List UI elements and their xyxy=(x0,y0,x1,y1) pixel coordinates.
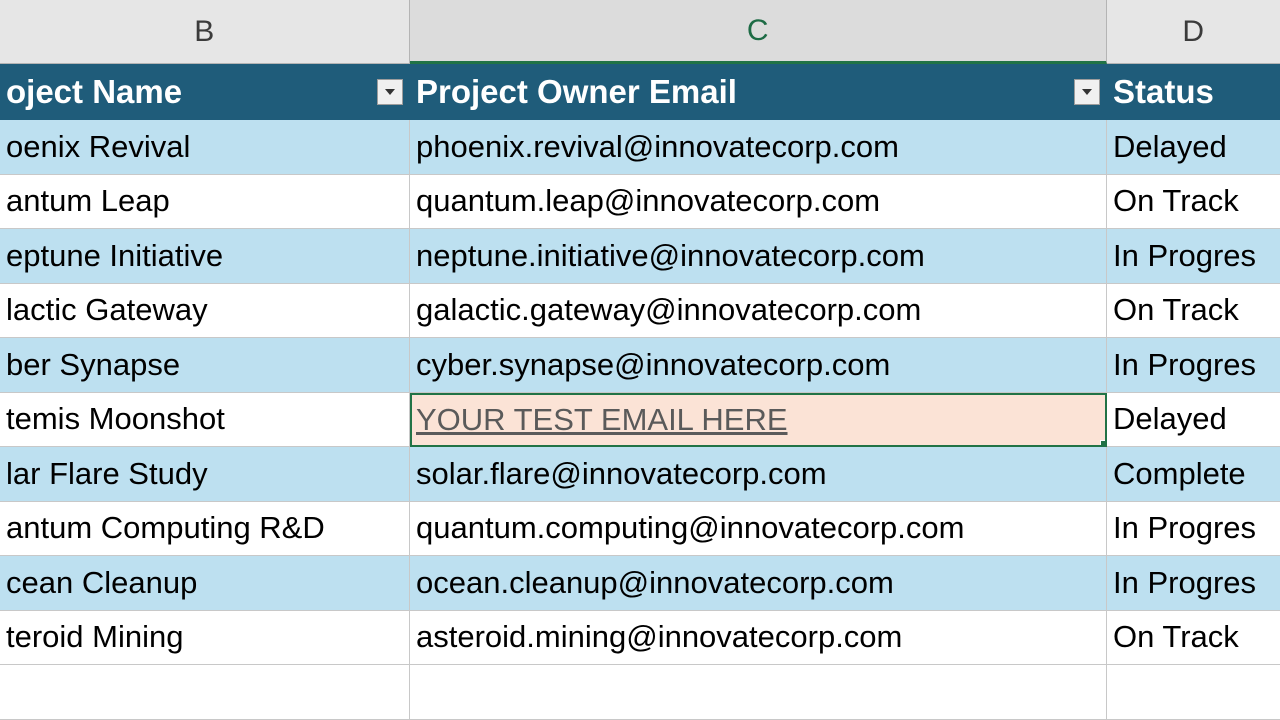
table-row[interactable] xyxy=(0,393,1280,448)
cell-project-name[interactable] xyxy=(0,611,410,666)
cell-text: Delayed xyxy=(1113,128,1227,164)
cell-project-owner-email[interactable] xyxy=(410,120,1107,175)
cell-text: lar Flare Study xyxy=(6,455,208,491)
cell-project-name[interactable] xyxy=(0,229,410,284)
chevron-down-icon xyxy=(385,89,395,95)
filter-dropdown-icon-b[interactable] xyxy=(377,79,403,105)
column-header-b[interactable] xyxy=(0,0,410,64)
table-row[interactable] xyxy=(0,175,1280,230)
cell-status[interactable] xyxy=(1107,120,1280,175)
column-header-b-label: B xyxy=(194,14,215,48)
active-cell-project-owner-email[interactable] xyxy=(410,393,1107,448)
cell-status[interactable] xyxy=(1107,447,1280,502)
cell-text: On Track xyxy=(1113,183,1239,219)
cell-project-name[interactable] xyxy=(0,338,410,393)
header-label-status: Status xyxy=(1113,72,1214,110)
cell-text: In Progres xyxy=(1113,237,1257,273)
grid-body[interactable] xyxy=(0,64,1280,720)
cell-project-owner-email[interactable] xyxy=(410,338,1107,393)
table-row[interactable] xyxy=(0,556,1280,611)
filter-dropdown-icon-c[interactable] xyxy=(1074,79,1100,105)
cell-status[interactable] xyxy=(1107,284,1280,339)
cell-status[interactable] xyxy=(1107,611,1280,666)
header-cell-project-name[interactable] xyxy=(0,64,410,120)
cell-text: quantum.computing@innovatecorp.com xyxy=(416,510,965,546)
cell-project-name[interactable] xyxy=(0,447,410,502)
chevron-down-icon xyxy=(1082,89,1092,95)
column-headers xyxy=(0,0,1280,64)
cell-text: In Progres xyxy=(1113,564,1257,600)
cell-text: solar.flare@innovatecorp.com xyxy=(416,455,827,491)
cell-project-owner-email[interactable] xyxy=(410,502,1107,557)
cell-empty[interactable] xyxy=(1107,665,1280,720)
cell-status[interactable] xyxy=(1107,175,1280,230)
fill-handle[interactable] xyxy=(1100,440,1107,447)
cell-text: antum Computing R&D xyxy=(6,510,325,546)
cell-text: ocean.cleanup@innovatecorp.com xyxy=(416,564,894,600)
cell-text: cyber.synapse@innovatecorp.com xyxy=(416,346,891,382)
cell-project-name[interactable] xyxy=(0,502,410,557)
cell-text: On Track xyxy=(1113,619,1239,655)
cell-project-name[interactable] xyxy=(0,556,410,611)
cell-project-owner-email[interactable] xyxy=(410,229,1107,284)
cell-project-owner-email[interactable] xyxy=(410,556,1107,611)
cell-status[interactable] xyxy=(1107,229,1280,284)
cell-empty[interactable] xyxy=(410,665,1107,720)
cell-status[interactable] xyxy=(1107,556,1280,611)
header-cell-status[interactable] xyxy=(1107,64,1280,120)
cell-empty[interactable] xyxy=(0,665,410,720)
cell-status[interactable] xyxy=(1107,338,1280,393)
cell-text: ber Synapse xyxy=(6,346,181,382)
table-row[interactable] xyxy=(0,502,1280,557)
cell-text: YOUR TEST EMAIL HERE xyxy=(416,401,788,437)
cell-text: In Progres xyxy=(1113,510,1257,546)
table-row[interactable] xyxy=(0,611,1280,666)
cell-text: On Track xyxy=(1113,292,1239,328)
table-header-row xyxy=(0,64,1280,120)
cell-text: In Progres xyxy=(1113,346,1257,382)
column-header-d[interactable] xyxy=(1107,0,1280,64)
column-header-c-label: C xyxy=(746,13,770,47)
header-cell-project-owner-email[interactable] xyxy=(410,64,1107,120)
cell-project-owner-email[interactable] xyxy=(410,447,1107,502)
table-row[interactable] xyxy=(0,229,1280,284)
cell-project-owner-email[interactable] xyxy=(410,175,1107,230)
cell-project-name[interactable] xyxy=(0,393,410,448)
table-row[interactable] xyxy=(0,284,1280,339)
cell-text: Complete xyxy=(1113,455,1246,491)
cell-project-name[interactable] xyxy=(0,120,410,175)
column-header-d-label: D xyxy=(1182,14,1205,48)
column-header-c[interactable] xyxy=(410,0,1107,64)
cell-project-owner-email[interactable] xyxy=(410,284,1107,339)
cell-text: eptune Initiative xyxy=(6,237,224,273)
cell-project-name[interactable] xyxy=(0,284,410,339)
table-row-empty[interactable] xyxy=(0,665,1280,720)
cell-text: Delayed xyxy=(1113,401,1227,437)
cell-project-owner-email[interactable] xyxy=(410,611,1107,666)
cell-text: oenix Revival xyxy=(6,128,191,164)
cell-text: galactic.gateway@innovatecorp.com xyxy=(416,292,922,328)
cell-text: temis Moonshot xyxy=(6,401,225,437)
cell-text: antum Leap xyxy=(6,183,170,219)
cell-project-name[interactable] xyxy=(0,175,410,230)
cell-text: quantum.leap@innovatecorp.com xyxy=(416,183,881,219)
table-row[interactable] xyxy=(0,120,1280,175)
header-label-project-name: oject Name xyxy=(6,72,183,110)
cell-text: teroid Mining xyxy=(6,619,184,655)
cell-status[interactable] xyxy=(1107,393,1280,448)
table-row[interactable] xyxy=(0,338,1280,393)
cell-text: lactic Gateway xyxy=(6,292,208,328)
table-row[interactable] xyxy=(0,447,1280,502)
cell-text: asteroid.mining@innovatecorp.com xyxy=(416,619,903,655)
cell-text: cean Cleanup xyxy=(6,564,198,600)
cell-text: phoenix.revival@innovatecorp.com xyxy=(416,128,899,164)
header-label-project-owner-email: Project Owner Email xyxy=(416,72,737,110)
cell-status[interactable] xyxy=(1107,502,1280,557)
cell-text: neptune.initiative@innovatecorp.com xyxy=(416,237,925,273)
